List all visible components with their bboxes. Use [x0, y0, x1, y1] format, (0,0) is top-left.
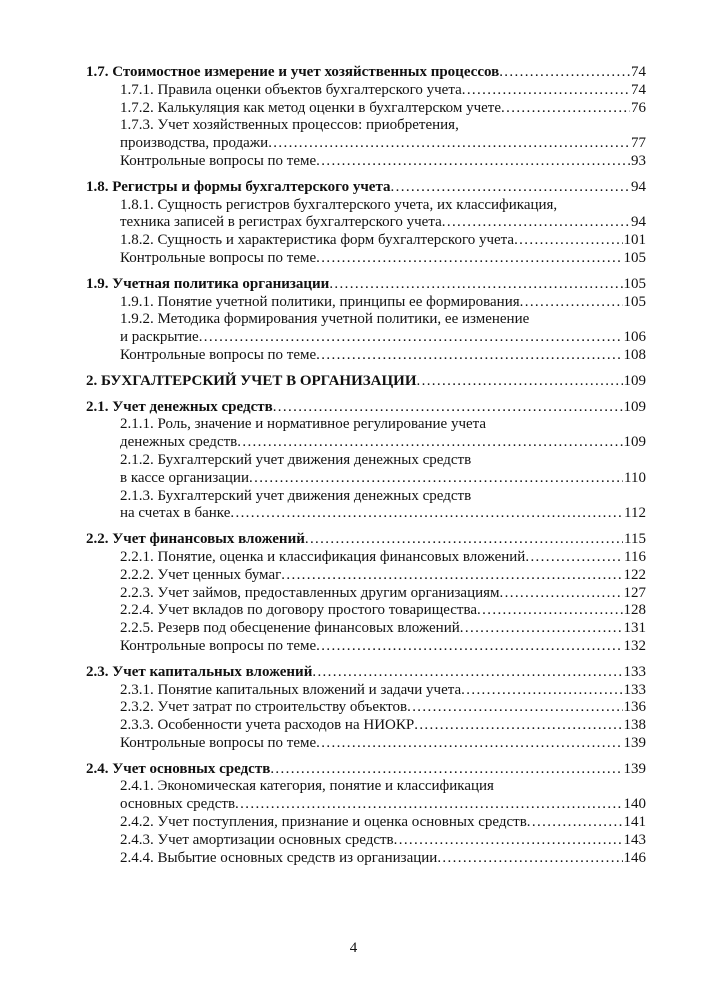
toc-entry-page: 122: [623, 566, 646, 583]
toc-entry-page: 128: [623, 602, 646, 619]
toc-entry-title: 2.3.3. Особенности учета расходов на НИОКР: [120, 717, 415, 734]
toc-entry-title: 2.2.1. Понятие, оценка и классификация финансовых вложений: [120, 548, 526, 565]
toc-entry: [86, 294, 646, 312]
toc-entry-page: 133: [623, 681, 646, 698]
toc-entry: [86, 717, 646, 735]
toc-entry-page: 131: [623, 620, 646, 637]
toc-entry-text: 1.8.1. Сущность регистров бухгалтерского учета, их классификация,: [120, 196, 558, 213]
toc-entry-title: Контрольные вопросы по теме: [120, 346, 317, 363]
toc-entry-page: 105: [623, 249, 646, 266]
dot-leader: [477, 602, 622, 620]
toc-entry-page: 74: [631, 81, 646, 98]
toc-entry: [86, 276, 646, 294]
dot-leader: [235, 796, 622, 814]
dot-leader: [394, 832, 623, 850]
dot-leader: [514, 232, 622, 250]
toc-entry-title: Контрольные вопросы по теме: [120, 152, 317, 169]
toc-entry-page: 77: [631, 135, 646, 152]
toc-entry-page: 139: [623, 760, 646, 777]
dot-leader: [316, 250, 622, 268]
toc-entry-text: 2.1.3. Бухгалтерский учет движения денежных средств: [120, 487, 472, 504]
dot-leader: [437, 850, 622, 868]
toc-entry-page: 146: [623, 849, 646, 866]
toc-entry-page: 112: [624, 505, 646, 522]
dot-leader: [462, 82, 630, 100]
dot-leader: [316, 638, 622, 656]
dot-leader: [500, 585, 623, 603]
dot-leader: [316, 347, 622, 365]
toc-entry-page: 136: [623, 699, 646, 716]
toc-entry: [86, 214, 646, 232]
dot-leader: [268, 135, 630, 153]
toc-entry: [86, 470, 646, 488]
dot-leader: [316, 735, 622, 753]
toc-entry-page: 74: [631, 64, 646, 80]
toc-entry-title: 2.2.4. Учет вкладов по договору простого товарищества: [120, 602, 478, 619]
dot-leader: [525, 549, 623, 567]
toc-entry: [86, 549, 646, 567]
toc-entry-text: 1.9.2. Методика формирования учетной политики, ее изменение: [120, 311, 530, 328]
toc-entry-title: 2.3.2. Учет затрат по строительству объектов: [120, 699, 408, 716]
toc-entry: [86, 602, 646, 620]
toc-entry-title: 1.7.1. Правила оценки объектов бухгалтерского учета: [120, 81, 462, 98]
toc-entry: [86, 664, 646, 682]
toc-entry-page: 139: [623, 734, 646, 751]
toc-entry: [86, 814, 646, 832]
toc-entry-title: 2. БУХГАЛТЕРСКИЙ УЧЕТ В ОРГАНИЗАЦИИ: [86, 372, 417, 389]
dot-leader: [312, 664, 622, 682]
toc-entry: [86, 135, 646, 153]
toc-entry-page: 101: [623, 232, 646, 249]
toc-entry: [86, 531, 646, 549]
toc-entry: [86, 682, 646, 700]
table-of-contents: [86, 64, 646, 867]
toc-entry-title: 2.3. Учет капитальных вложений: [86, 663, 313, 680]
toc-entry: [86, 585, 646, 603]
dot-leader: [316, 153, 630, 171]
toc-entry-title: и раскрытие: [120, 329, 199, 346]
toc-entry-title: 1.9. Учетная политика организации: [86, 275, 330, 292]
toc-entry-page: 109: [623, 398, 646, 415]
toc-entry: [86, 850, 646, 868]
dot-leader: [520, 294, 623, 312]
toc-entry: [86, 179, 646, 197]
toc-entry: [86, 64, 646, 82]
dot-leader: [273, 399, 623, 417]
toc-entry: [86, 638, 646, 656]
toc-entry-title: 1.7. Стоимостное измерение и учет хозяйственных процессов: [86, 64, 500, 80]
toc-entry-title: 1.8.2. Сущность и характеристика форм бухгалтерского учета: [120, 232, 515, 249]
toc-entry-title: 2.1. Учет денежных средств: [86, 398, 273, 415]
toc-entry: [86, 329, 646, 347]
toc-entry-title: 2.4. Учет основных средств: [86, 760, 271, 777]
toc-entry-title: Контрольные вопросы по теме: [120, 734, 317, 751]
toc-entry-title: основных средств: [120, 796, 236, 813]
toc-entry-page: 116: [624, 548, 646, 565]
toc-entry: [86, 347, 646, 365]
toc-entry-page: 143: [623, 831, 646, 848]
dot-leader: [329, 276, 622, 294]
toc-entry-page: 94: [631, 214, 646, 231]
toc-entry-title: 1.8. Регистры и формы бухгалтерского учета: [86, 178, 391, 195]
toc-entry-page: 105: [623, 275, 646, 292]
dot-leader: [417, 373, 623, 391]
dot-leader: [414, 717, 622, 735]
toc-entry: [86, 735, 646, 753]
toc-entry-title: 1.7.2. Калькуляция как метод оценки в бухгалтерском учете: [120, 99, 502, 116]
toc-entry-page: 76: [631, 99, 646, 116]
toc-entry: [86, 832, 646, 850]
toc-entry-title: 2.2. Учет финансовых вложений: [86, 531, 305, 548]
toc-entry-page: 132: [623, 637, 646, 654]
toc-entry-page: 109: [623, 434, 646, 451]
toc-entry-title: 2.3.1. Понятие капитальных вложений и задачи учета: [120, 681, 462, 698]
toc-entry-page: 140: [623, 796, 646, 813]
toc-entry: [86, 100, 646, 118]
toc-entry-page: 109: [623, 372, 646, 389]
toc-entry-page: 94: [631, 178, 646, 195]
toc-entry: [86, 399, 646, 417]
toc-entry-page: 110: [624, 469, 646, 486]
toc-entry-page: 105: [623, 293, 646, 310]
toc-entry-page: 138: [623, 717, 646, 734]
toc-entry: [86, 505, 646, 523]
toc-entry-title: 2.2.3. Учет займов, предоставленных другим организациям: [120, 584, 500, 601]
toc-entry-text: 2.4.1. Экономическая категория, понятие и классификация: [120, 778, 494, 795]
toc-entry-page: 115: [624, 531, 646, 548]
toc-entry-title: 2.2.5. Резерв под обесценение финансовых вложений: [120, 620, 460, 637]
dot-leader: [305, 531, 623, 549]
dot-leader: [461, 682, 622, 700]
dot-leader: [237, 434, 622, 452]
dot-leader: [442, 214, 630, 232]
toc-entry: [86, 232, 646, 250]
dot-leader: [270, 761, 622, 779]
page-number: 4: [349, 940, 358, 956]
toc-entry-text: 2.1.1. Роль, значение и нормативное регулирование учета: [120, 416, 487, 433]
toc-entry-title: 1.9.1. Понятие учетной политики, принципы ее формирования: [120, 293, 520, 310]
toc-entry: [86, 434, 646, 452]
dot-leader: [460, 620, 623, 638]
toc-entry-page: 106: [623, 329, 646, 346]
toc-entry-title: Контрольные вопросы по теме: [120, 249, 317, 266]
toc-entry-text: 1.7.3. Учет хозяйственных процессов: приобретения,: [120, 117, 459, 134]
dot-leader: [501, 100, 630, 118]
dot-leader: [281, 567, 622, 585]
toc-entry-title: 2.4.2. Учет поступления, признание и оценка основных средств: [120, 814, 527, 831]
dot-leader: [527, 814, 623, 832]
dot-leader: [230, 505, 623, 523]
toc-entry-page: 108: [623, 346, 646, 363]
toc-entry-title: производства, продажи: [120, 135, 269, 152]
toc-entry-page: 141: [623, 814, 646, 831]
toc-entry: [86, 567, 646, 585]
toc-entry: [86, 153, 646, 171]
toc-entry: [86, 373, 646, 391]
toc-entry-title: в кассе организации: [120, 469, 249, 486]
toc-entry: [86, 620, 646, 638]
dot-leader: [391, 179, 630, 197]
toc-entry-title: 2.2.2. Учет ценных бумаг: [120, 566, 282, 583]
toc-entry-title: Контрольные вопросы по теме: [120, 637, 317, 654]
dot-leader: [499, 64, 630, 82]
dot-leader: [249, 470, 623, 488]
toc-entry-page: 133: [623, 663, 646, 680]
toc-entry-page: 127: [623, 584, 646, 601]
dot-leader: [407, 699, 622, 717]
toc-entry-title: на счетах в банке: [120, 505, 231, 522]
toc-entry: [86, 699, 646, 717]
dot-leader: [199, 329, 623, 347]
toc-entry-page: 93: [631, 152, 646, 169]
toc-entry: [86, 250, 646, 268]
toc-entry: [86, 82, 646, 100]
toc-entry-text: 2.1.2. Бухгалтерский учет движения денежных средств: [120, 451, 472, 468]
toc-entry-title: техника записей в регистрах бухгалтерского учета: [120, 214, 442, 231]
toc-entry-title: 2.4.4. Выбытие основных средств из организации: [120, 849, 438, 866]
toc-entry: [86, 761, 646, 779]
toc-entry-title: денежных средств: [120, 434, 238, 451]
toc-entry-title: 2.4.3. Учет амортизации основных средств: [120, 831, 394, 848]
toc-entry: [86, 796, 646, 814]
